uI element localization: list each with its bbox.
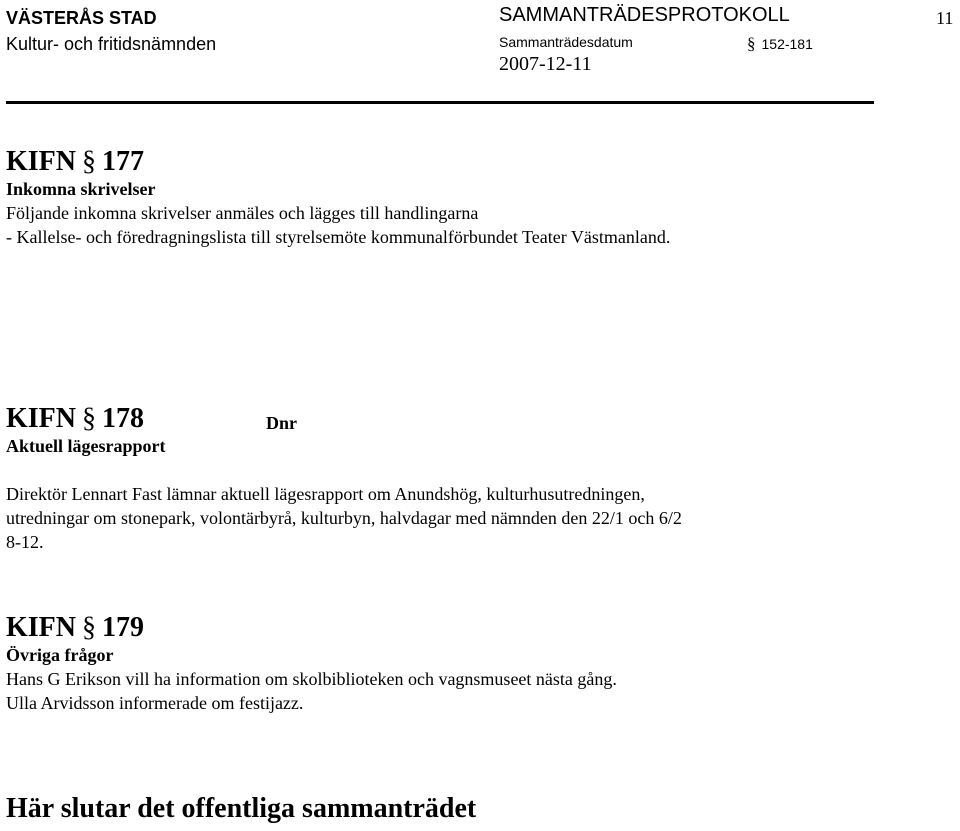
document-type: SAMMANTRÄDESPROTOKOLL: [499, 4, 790, 26]
meeting-date: 2007-12-11: [499, 53, 592, 75]
dnr-label: Dnr: [266, 413, 297, 433]
paragraph-line: Hans G Erikson vill ha information om skolbiblioteken och vagnsmuseet nästa gång.: [6, 669, 617, 689]
paragraph-title-179: Övriga frågor: [6, 645, 114, 665]
paragraph-heading-177: [6, 146, 144, 178]
paragraph-line: 8-12.: [6, 532, 44, 552]
paragraph-line: utredningar om stonepark, volontärbyrå, kulturbyn, halvdagar med nämnden den 22/1 och 6/2: [6, 508, 682, 528]
section-sign-icon: §: [82, 612, 96, 643]
department-name: Kultur- och fritidsnämnden: [6, 34, 217, 54]
paragraph-prefix: KIFN: [6, 612, 76, 643]
paragraph-prefix: KIFN: [6, 403, 76, 434]
paragraph-line: Direktör Lennart Fast lämnar aktuell lägesrapport om Anundshög, kulturhusutredningen,: [6, 484, 645, 504]
closing-statement: Här slutar det offentliga sammanträdet: [6, 793, 477, 824]
paragraph-number: 178: [102, 403, 144, 434]
paragraph-line: Ulla Arvidsson informerade om festijazz.: [6, 693, 304, 713]
page-number: 11: [936, 8, 954, 28]
paragraph-range-value: 152-181: [761, 36, 813, 52]
paragraph-title-178: Aktuell lägesrapport: [6, 436, 166, 456]
paragraph-number: 179: [102, 612, 144, 643]
section-sign-icon: §: [82, 403, 96, 434]
paragraph-heading-179: [6, 612, 144, 644]
section-sign-icon: §: [82, 146, 96, 177]
paragraph-line: Följande inkomna skrivelser anmäles och lägges till handlingarna: [6, 203, 479, 223]
meeting-date-label: Sammanträdesdatum: [499, 34, 633, 50]
organization-name: VÄSTERÅS STAD: [6, 8, 157, 28]
paragraph-heading-178: [6, 403, 144, 435]
paragraph-line: - Kallelse- och föredragningslista till styrelsemöte kommunalförbundet Teater Västmanland.: [6, 227, 671, 247]
header-divider: [6, 101, 874, 104]
paragraph-number: 177: [102, 146, 144, 177]
paragraph-title-177: Inkomna skrivelser: [6, 179, 156, 199]
section-sign-icon: §: [747, 34, 756, 53]
paragraph-range: [747, 34, 813, 54]
paragraph-prefix: KIFN: [6, 146, 76, 177]
